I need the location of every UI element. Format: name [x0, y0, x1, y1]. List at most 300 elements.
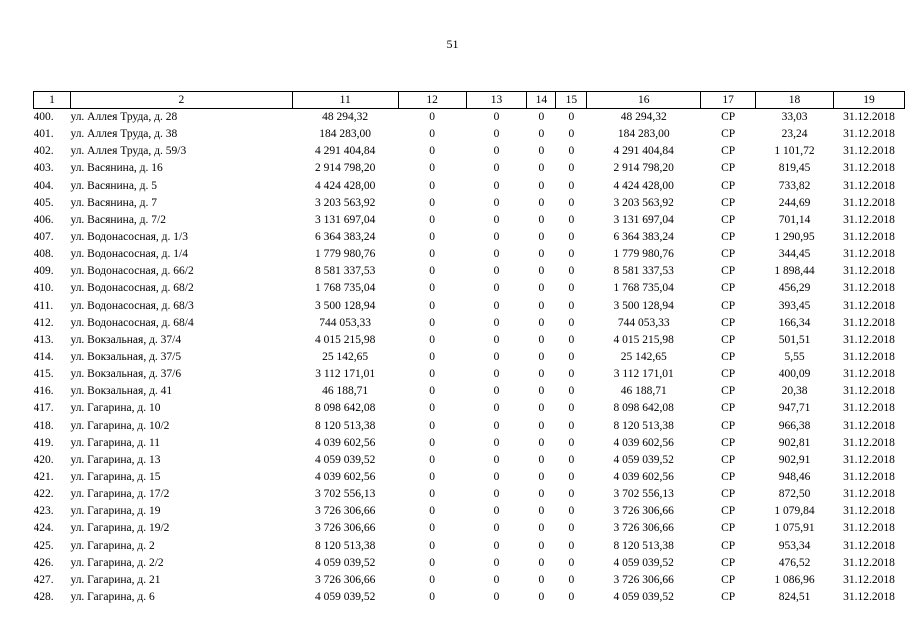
date-cell: 31.12.2018: [843, 556, 895, 569]
value-cell: 0: [429, 145, 435, 158]
code-cell: СР: [721, 351, 736, 364]
value-cell: 1 079,84: [774, 505, 815, 518]
value-cell: 8 120 513,38: [314, 419, 376, 432]
value-cell: 456,29: [778, 282, 811, 295]
address-cell: ул. Водонасосная, д. 1/3: [70, 231, 188, 244]
value-cell: 20,38: [781, 385, 808, 398]
code-cell: СР: [721, 231, 736, 244]
value-cell: 744 053,33: [617, 316, 670, 329]
code-cell: СР: [721, 573, 736, 586]
value-cell: 0: [538, 573, 545, 586]
value-cell: 4 291 404,84: [613, 145, 674, 158]
value-cell: 0: [568, 488, 575, 501]
header-cell: 2: [70, 92, 292, 109]
table-row: [34, 400, 905, 417]
value-cell: 0: [493, 573, 500, 586]
header-row: [34, 92, 905, 109]
value-cell: 0: [493, 591, 500, 603]
value-cell: 0: [429, 471, 435, 484]
value-cell: 0: [429, 453, 435, 466]
value-cell: 4 039 602,56: [613, 436, 674, 449]
value-cell: 0: [429, 179, 435, 192]
table-row: [34, 538, 905, 555]
row-number: 401.: [33, 128, 54, 141]
value-cell: 3 726 306,66: [314, 573, 376, 586]
address-cell: ул. Гагарина, д. 10: [70, 402, 161, 415]
value-cell: 0: [493, 162, 500, 175]
row-number: 428.: [33, 591, 54, 603]
table-row: [34, 555, 905, 572]
date-cell: 31.12.2018: [843, 436, 895, 449]
table-row: [34, 212, 905, 229]
header-cell: 14: [527, 92, 556, 109]
value-cell: 0: [538, 402, 545, 415]
row-number: 407.: [33, 231, 54, 244]
code-cell: СР: [721, 333, 736, 346]
value-cell: 3 112 171,01: [315, 368, 376, 381]
value-cell: 0: [568, 162, 575, 175]
value-cell: 8 120 513,38: [613, 419, 674, 432]
address-cell: ул. Гагарина, д. 11: [70, 436, 161, 449]
value-cell: 0: [493, 248, 500, 261]
table-row: [34, 452, 905, 469]
value-cell: 4 015 215,98: [613, 333, 674, 346]
table-row: [34, 349, 905, 366]
table-row: [34, 435, 905, 452]
row-number: 412.: [33, 316, 54, 329]
value-cell: 0: [493, 145, 500, 158]
value-cell: 2 914 798,20: [613, 162, 674, 175]
value-cell: 0: [493, 282, 500, 295]
value-cell: 819,45: [778, 162, 811, 175]
date-cell: 31.12.2018: [843, 162, 895, 175]
value-cell: 701,14: [778, 213, 811, 226]
value-cell: 1 075,91: [774, 522, 815, 535]
date-cell: 31.12.2018: [843, 333, 895, 346]
value-cell: 0: [429, 573, 435, 586]
date-cell: 31.12.2018: [843, 573, 895, 586]
row-number: 425.: [33, 539, 54, 552]
value-cell: 8 581 337,53: [613, 265, 674, 278]
value-cell: 0: [429, 111, 435, 124]
value-cell: 1 768 735,04: [314, 282, 376, 295]
value-cell: 48 294,32: [322, 111, 369, 124]
value-cell: 0: [538, 539, 545, 552]
address-cell: ул. Гагарина, д. 10/2: [70, 419, 170, 432]
value-cell: 824,51: [778, 591, 811, 603]
value-cell: 46 188,71: [322, 385, 369, 398]
value-cell: 0: [493, 196, 500, 209]
value-cell: 966,38: [778, 419, 811, 432]
code-cell: СР: [721, 213, 736, 226]
row-number: 410.: [33, 282, 54, 295]
row-number: 421.: [33, 471, 54, 484]
value-cell: 0: [568, 471, 575, 484]
value-cell: 3 726 306,66: [613, 505, 674, 518]
table-row: [34, 178, 905, 195]
value-cell: 0: [538, 522, 545, 535]
table-row: [34, 383, 905, 400]
value-cell: 0: [538, 213, 545, 226]
header-cell: 17: [701, 92, 756, 109]
row-number: 423.: [33, 505, 54, 518]
code-cell: СР: [721, 145, 736, 158]
value-cell: 0: [493, 471, 500, 484]
table-row: [34, 298, 905, 315]
table-row: [34, 503, 905, 520]
date-cell: 31.12.2018: [843, 488, 895, 501]
date-cell: 31.12.2018: [843, 471, 895, 484]
row-number: 414.: [33, 351, 54, 364]
value-cell: 6 364 383,24: [613, 231, 674, 244]
value-cell: 948,46: [778, 471, 811, 484]
value-cell: 0: [538, 351, 545, 364]
value-cell: 0: [493, 333, 500, 346]
code-cell: СР: [721, 368, 736, 381]
table-row: [34, 589, 905, 606]
address-cell: ул. Гагарина, д. 19: [70, 505, 161, 518]
value-cell: 872,50: [778, 488, 811, 501]
value-cell: 0: [568, 436, 575, 449]
value-cell: 4 039 602,56: [314, 436, 376, 449]
date-cell: 31.12.2018: [843, 299, 895, 312]
row-number: 417.: [33, 402, 54, 415]
value-cell: 0: [538, 111, 545, 124]
value-cell: 0: [493, 419, 500, 432]
table-body: [34, 109, 905, 607]
date-cell: 31.12.2018: [843, 128, 895, 141]
value-cell: 4 424 428,00: [314, 179, 376, 192]
address-cell: ул. Васянина, д. 7: [70, 196, 158, 209]
row-number: 413.: [33, 333, 54, 346]
value-cell: 902,81: [778, 436, 811, 449]
value-cell: 0: [538, 471, 545, 484]
value-cell: 902,91: [778, 453, 811, 466]
value-cell: 0: [568, 196, 575, 209]
header-cell: 13: [466, 92, 527, 109]
value-cell: 0: [538, 162, 545, 175]
value-cell: 1 768 735,04: [613, 282, 674, 295]
header-cell: 1: [34, 92, 71, 109]
value-cell: 0: [493, 505, 500, 518]
value-cell: 0: [538, 196, 545, 209]
table-row: [34, 366, 905, 383]
value-cell: 8 098 642,08: [314, 402, 376, 415]
row-number: 415.: [33, 368, 54, 381]
address-cell: ул. Гагарина, д. 15: [70, 471, 161, 484]
value-cell: 0: [568, 248, 575, 261]
value-cell: 25 142,65: [620, 351, 667, 364]
value-cell: 0: [429, 299, 435, 312]
date-cell: 31.12.2018: [843, 522, 895, 535]
table-header: [34, 92, 905, 109]
value-cell: 0: [429, 231, 435, 244]
address-cell: ул. Гагарина, д. 2/2: [70, 556, 164, 569]
value-cell: 3 500 128,94: [314, 299, 376, 312]
value-cell: 1 086,96: [774, 573, 815, 586]
value-cell: 0: [493, 488, 500, 501]
address-cell: ул. Гагарина, д. 6: [70, 591, 155, 603]
row-number: 404.: [33, 179, 54, 192]
value-cell: 0: [429, 556, 435, 569]
value-cell: 0: [429, 128, 435, 141]
value-cell: 184 283,00: [617, 128, 670, 141]
header-cell: 15: [556, 92, 587, 109]
date-cell: 31.12.2018: [843, 231, 895, 244]
value-cell: 0: [493, 522, 500, 535]
date-cell: 31.12.2018: [843, 316, 895, 329]
value-cell: 3 726 306,66: [314, 505, 376, 518]
value-cell: 0: [568, 282, 575, 295]
value-cell: 0: [568, 368, 575, 381]
value-cell: 166,34: [778, 316, 811, 329]
value-cell: 0: [568, 419, 575, 432]
address-cell: ул. Вокзальная, д. 41: [70, 385, 173, 398]
value-cell: 23,24: [781, 128, 808, 141]
row-number: 403.: [33, 162, 54, 175]
value-cell: 0: [493, 556, 500, 569]
code-cell: СР: [721, 436, 736, 449]
row-number: 400.: [33, 111, 54, 124]
address-cell: ул. Аллея Труда, д. 59/3: [70, 145, 187, 158]
value-cell: 0: [493, 265, 500, 278]
date-cell: 31.12.2018: [843, 111, 895, 124]
code-cell: СР: [721, 282, 736, 295]
value-cell: 3 726 306,66: [613, 522, 674, 535]
code-cell: СР: [721, 419, 736, 432]
address-cell: ул. Гагарина, д. 21: [70, 573, 161, 586]
value-cell: 0: [493, 385, 500, 398]
value-cell: 0: [493, 111, 500, 124]
value-cell: 3 702 556,13: [314, 488, 376, 501]
header-cell: 18: [756, 92, 834, 109]
value-cell: 0: [429, 436, 435, 449]
value-cell: 0: [538, 282, 545, 295]
value-cell: 8 581 337,53: [314, 265, 376, 278]
date-cell: 31.12.2018: [843, 591, 895, 603]
address-cell: ул. Гагарина, д. 17/2: [70, 488, 170, 501]
value-cell: 4 039 602,56: [314, 471, 376, 484]
value-cell: 0: [429, 539, 435, 552]
date-cell: 31.12.2018: [843, 265, 895, 278]
value-cell: 344,45: [778, 248, 811, 261]
table-row: [34, 469, 905, 486]
value-cell: 0: [538, 591, 545, 603]
value-cell: 1 779 980,76: [314, 248, 376, 261]
value-cell: 0: [538, 231, 545, 244]
value-cell: 0: [568, 213, 575, 226]
table-row: [34, 143, 905, 160]
date-cell: 31.12.2018: [843, 248, 895, 261]
value-cell: 46 188,71: [620, 385, 667, 398]
value-cell: 0: [568, 145, 575, 158]
value-cell: 33,03: [781, 111, 808, 124]
date-cell: 31.12.2018: [843, 505, 895, 518]
code-cell: СР: [721, 591, 736, 603]
value-cell: 0: [429, 248, 435, 261]
address-cell: ул. Васянина, д. 7/2: [70, 213, 166, 226]
date-cell: 31.12.2018: [843, 419, 895, 432]
address-cell: ул. Аллея Труда, д. 28: [70, 111, 178, 124]
value-cell: 0: [429, 385, 435, 398]
value-cell: 0: [538, 333, 545, 346]
address-cell: ул. Водонасосная, д. 66/2: [70, 265, 194, 278]
date-cell: 31.12.2018: [843, 213, 895, 226]
value-cell: 0: [493, 453, 500, 466]
row-number: 409.: [33, 265, 54, 278]
row-number: 411.: [33, 299, 54, 312]
table-row: [34, 486, 905, 503]
value-cell: 3 702 556,13: [613, 488, 674, 501]
address-cell: ул. Водонасосная, д. 1/4: [70, 248, 188, 261]
value-cell: 0: [538, 128, 545, 141]
table-row: [34, 246, 905, 263]
address-cell: ул. Вокзальная, д. 37/5: [70, 351, 182, 364]
address-cell: ул. Васянина, д. 5: [70, 179, 158, 192]
value-cell: 393,45: [778, 299, 811, 312]
value-cell: 0: [568, 265, 575, 278]
row-number: 420.: [33, 453, 54, 466]
value-cell: 8 120 513,38: [314, 539, 376, 552]
address-cell: ул. Водонасосная, д. 68/2: [70, 282, 194, 295]
address-cell: ул. Гагарина, д. 2: [70, 539, 155, 552]
value-cell: 400,09: [778, 368, 811, 381]
code-cell: СР: [721, 316, 736, 329]
page-number: 51: [446, 37, 459, 51]
code-cell: СР: [721, 453, 736, 466]
value-cell: 953,34: [778, 539, 811, 552]
value-cell: 0: [429, 196, 435, 209]
value-cell: 0: [538, 436, 545, 449]
value-cell: 3 500 128,94: [613, 299, 674, 312]
value-cell: 0: [538, 505, 545, 518]
value-cell: 4 059 039,52: [613, 591, 674, 603]
row-number: 426.: [33, 556, 54, 569]
header-cell: 19: [833, 92, 904, 109]
value-cell: 4 059 039,52: [613, 556, 674, 569]
value-cell: 0: [538, 145, 545, 158]
value-cell: 0: [429, 368, 435, 381]
value-cell: 0: [493, 351, 500, 364]
value-cell: 0: [429, 316, 435, 329]
row-number: 424.: [33, 522, 54, 535]
code-cell: СР: [721, 522, 736, 535]
value-cell: 8 120 513,38: [613, 539, 674, 552]
value-cell: 1 779 980,76: [613, 248, 674, 261]
date-cell: 31.12.2018: [843, 368, 895, 381]
address-cell: ул. Вокзальная, д. 37/6: [70, 368, 182, 381]
value-cell: 1 898,44: [774, 265, 815, 278]
value-cell: 0: [429, 351, 435, 364]
value-cell: 0: [568, 351, 575, 364]
row-number: 406.: [33, 213, 54, 226]
date-cell: 31.12.2018: [843, 351, 895, 364]
value-cell: 0: [568, 556, 575, 569]
date-cell: 31.12.2018: [843, 179, 895, 192]
code-cell: СР: [721, 505, 736, 518]
value-cell: 3 112 171,01: [613, 368, 674, 381]
value-cell: 0: [429, 162, 435, 175]
table-row: [34, 126, 905, 143]
address-cell: ул. Гагарина, д. 19/2: [70, 522, 170, 535]
date-cell: 31.12.2018: [843, 539, 895, 552]
value-cell: 3 726 306,66: [613, 573, 674, 586]
value-cell: 0: [493, 128, 500, 141]
value-cell: 184 283,00: [319, 128, 372, 141]
row-number: 419.: [33, 436, 54, 449]
value-cell: 0: [568, 453, 575, 466]
row-number: 402.: [33, 145, 54, 158]
value-cell: 3 131 697,04: [314, 213, 376, 226]
value-cell: 25 142,65: [322, 351, 369, 364]
value-cell: 4 059 039,52: [314, 453, 376, 466]
value-cell: 0: [568, 591, 575, 603]
table-row: [34, 195, 905, 212]
row-number: 427.: [33, 573, 54, 586]
value-cell: 0: [568, 231, 575, 244]
value-cell: 4 059 039,52: [613, 453, 674, 466]
value-cell: 733,82: [778, 179, 811, 192]
value-cell: 501,51: [778, 333, 811, 346]
value-cell: 0: [538, 453, 545, 466]
table-row: [34, 280, 905, 297]
table-row: [34, 263, 905, 280]
table-row: [34, 229, 905, 246]
date-cell: 31.12.2018: [843, 385, 895, 398]
value-cell: 6 364 383,24: [314, 231, 376, 244]
value-cell: 1 290,95: [774, 231, 815, 244]
table-row: [34, 418, 905, 435]
table-row: [34, 572, 905, 589]
value-cell: 4 015 215,98: [314, 333, 376, 346]
value-cell: 0: [538, 316, 545, 329]
value-cell: 0: [568, 179, 575, 192]
value-cell: 48 294,32: [620, 111, 667, 124]
header-cell: 11: [292, 92, 398, 109]
value-cell: 0: [493, 368, 500, 381]
value-cell: 0: [493, 179, 500, 192]
value-cell: 0: [429, 591, 435, 603]
code-cell: СР: [721, 402, 736, 415]
value-cell: 3 131 697,04: [613, 213, 674, 226]
value-cell: 2 914 798,20: [314, 162, 376, 175]
value-cell: 744 053,33: [319, 316, 372, 329]
value-cell: 0: [568, 573, 575, 586]
value-cell: 4 059 039,52: [314, 556, 376, 569]
value-cell: 0: [538, 179, 545, 192]
value-cell: 0: [429, 505, 435, 518]
value-cell: 0: [493, 539, 500, 552]
value-cell: 0: [568, 539, 575, 552]
value-cell: 0: [538, 556, 545, 569]
value-cell: 1 101,72: [774, 145, 815, 158]
code-cell: СР: [721, 179, 736, 192]
value-cell: 0: [538, 488, 545, 501]
value-cell: 0: [538, 419, 545, 432]
code-cell: СР: [721, 299, 736, 312]
value-cell: 4 424 428,00: [613, 179, 674, 192]
value-cell: 0: [429, 333, 435, 346]
address-cell: ул. Водонасосная, д. 68/3: [70, 299, 194, 312]
date-cell: 31.12.2018: [843, 196, 895, 209]
table-row: [34, 520, 905, 537]
code-cell: СР: [721, 265, 736, 278]
value-cell: 0: [568, 128, 575, 141]
code-cell: СР: [721, 556, 736, 569]
code-cell: СР: [721, 385, 736, 398]
date-cell: 31.12.2018: [843, 453, 895, 466]
value-cell: 0: [538, 299, 545, 312]
